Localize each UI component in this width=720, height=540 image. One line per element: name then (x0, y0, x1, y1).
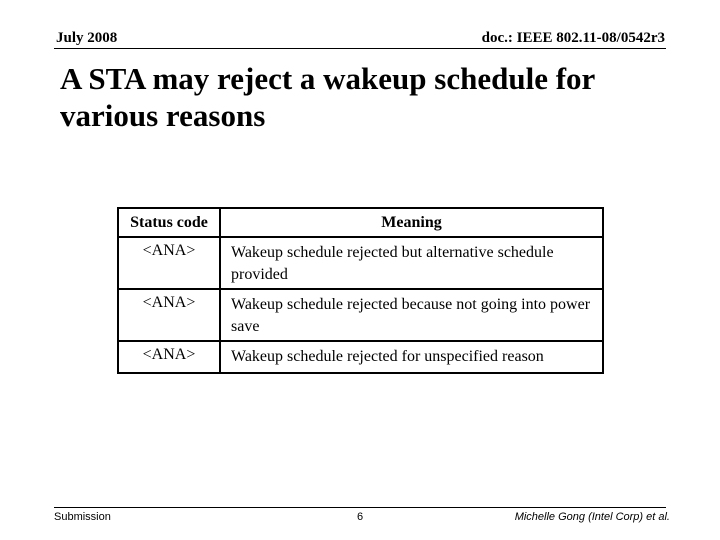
column-header-meaning: Meaning (220, 208, 603, 237)
footer-divider (54, 507, 666, 508)
status-code-cell: <ANA> (118, 237, 220, 289)
table-row (118, 237, 603, 289)
footer-author: Michelle Gong (Intel Corp) et al. (514, 511, 670, 523)
slide-title: A STA may reject a wakeup schedule for various reasons (60, 61, 595, 133)
footer-submission: Submission (54, 511, 111, 523)
meaning-cell: Wakeup schedule rejected for unspecified reason (220, 341, 603, 373)
header-doc-id: doc.: IEEE 802.11-08/0542r3 (481, 30, 665, 46)
meaning-cell: Wakeup schedule rejected but alternative schedule provided (220, 237, 603, 289)
meaning-cell: Wakeup schedule rejected because not going into power save (220, 289, 603, 341)
table-header-row (118, 208, 603, 237)
header-divider (54, 48, 666, 49)
status-code-cell: <ANA> (118, 289, 220, 341)
header-date: July 2008 (56, 30, 118, 46)
table-row (118, 341, 603, 373)
status-code-table (117, 207, 604, 374)
table-row (118, 289, 603, 341)
footer-page-number: 6 (357, 511, 364, 523)
column-header-status-code: Status code (118, 208, 220, 237)
status-code-cell: <ANA> (118, 341, 220, 373)
